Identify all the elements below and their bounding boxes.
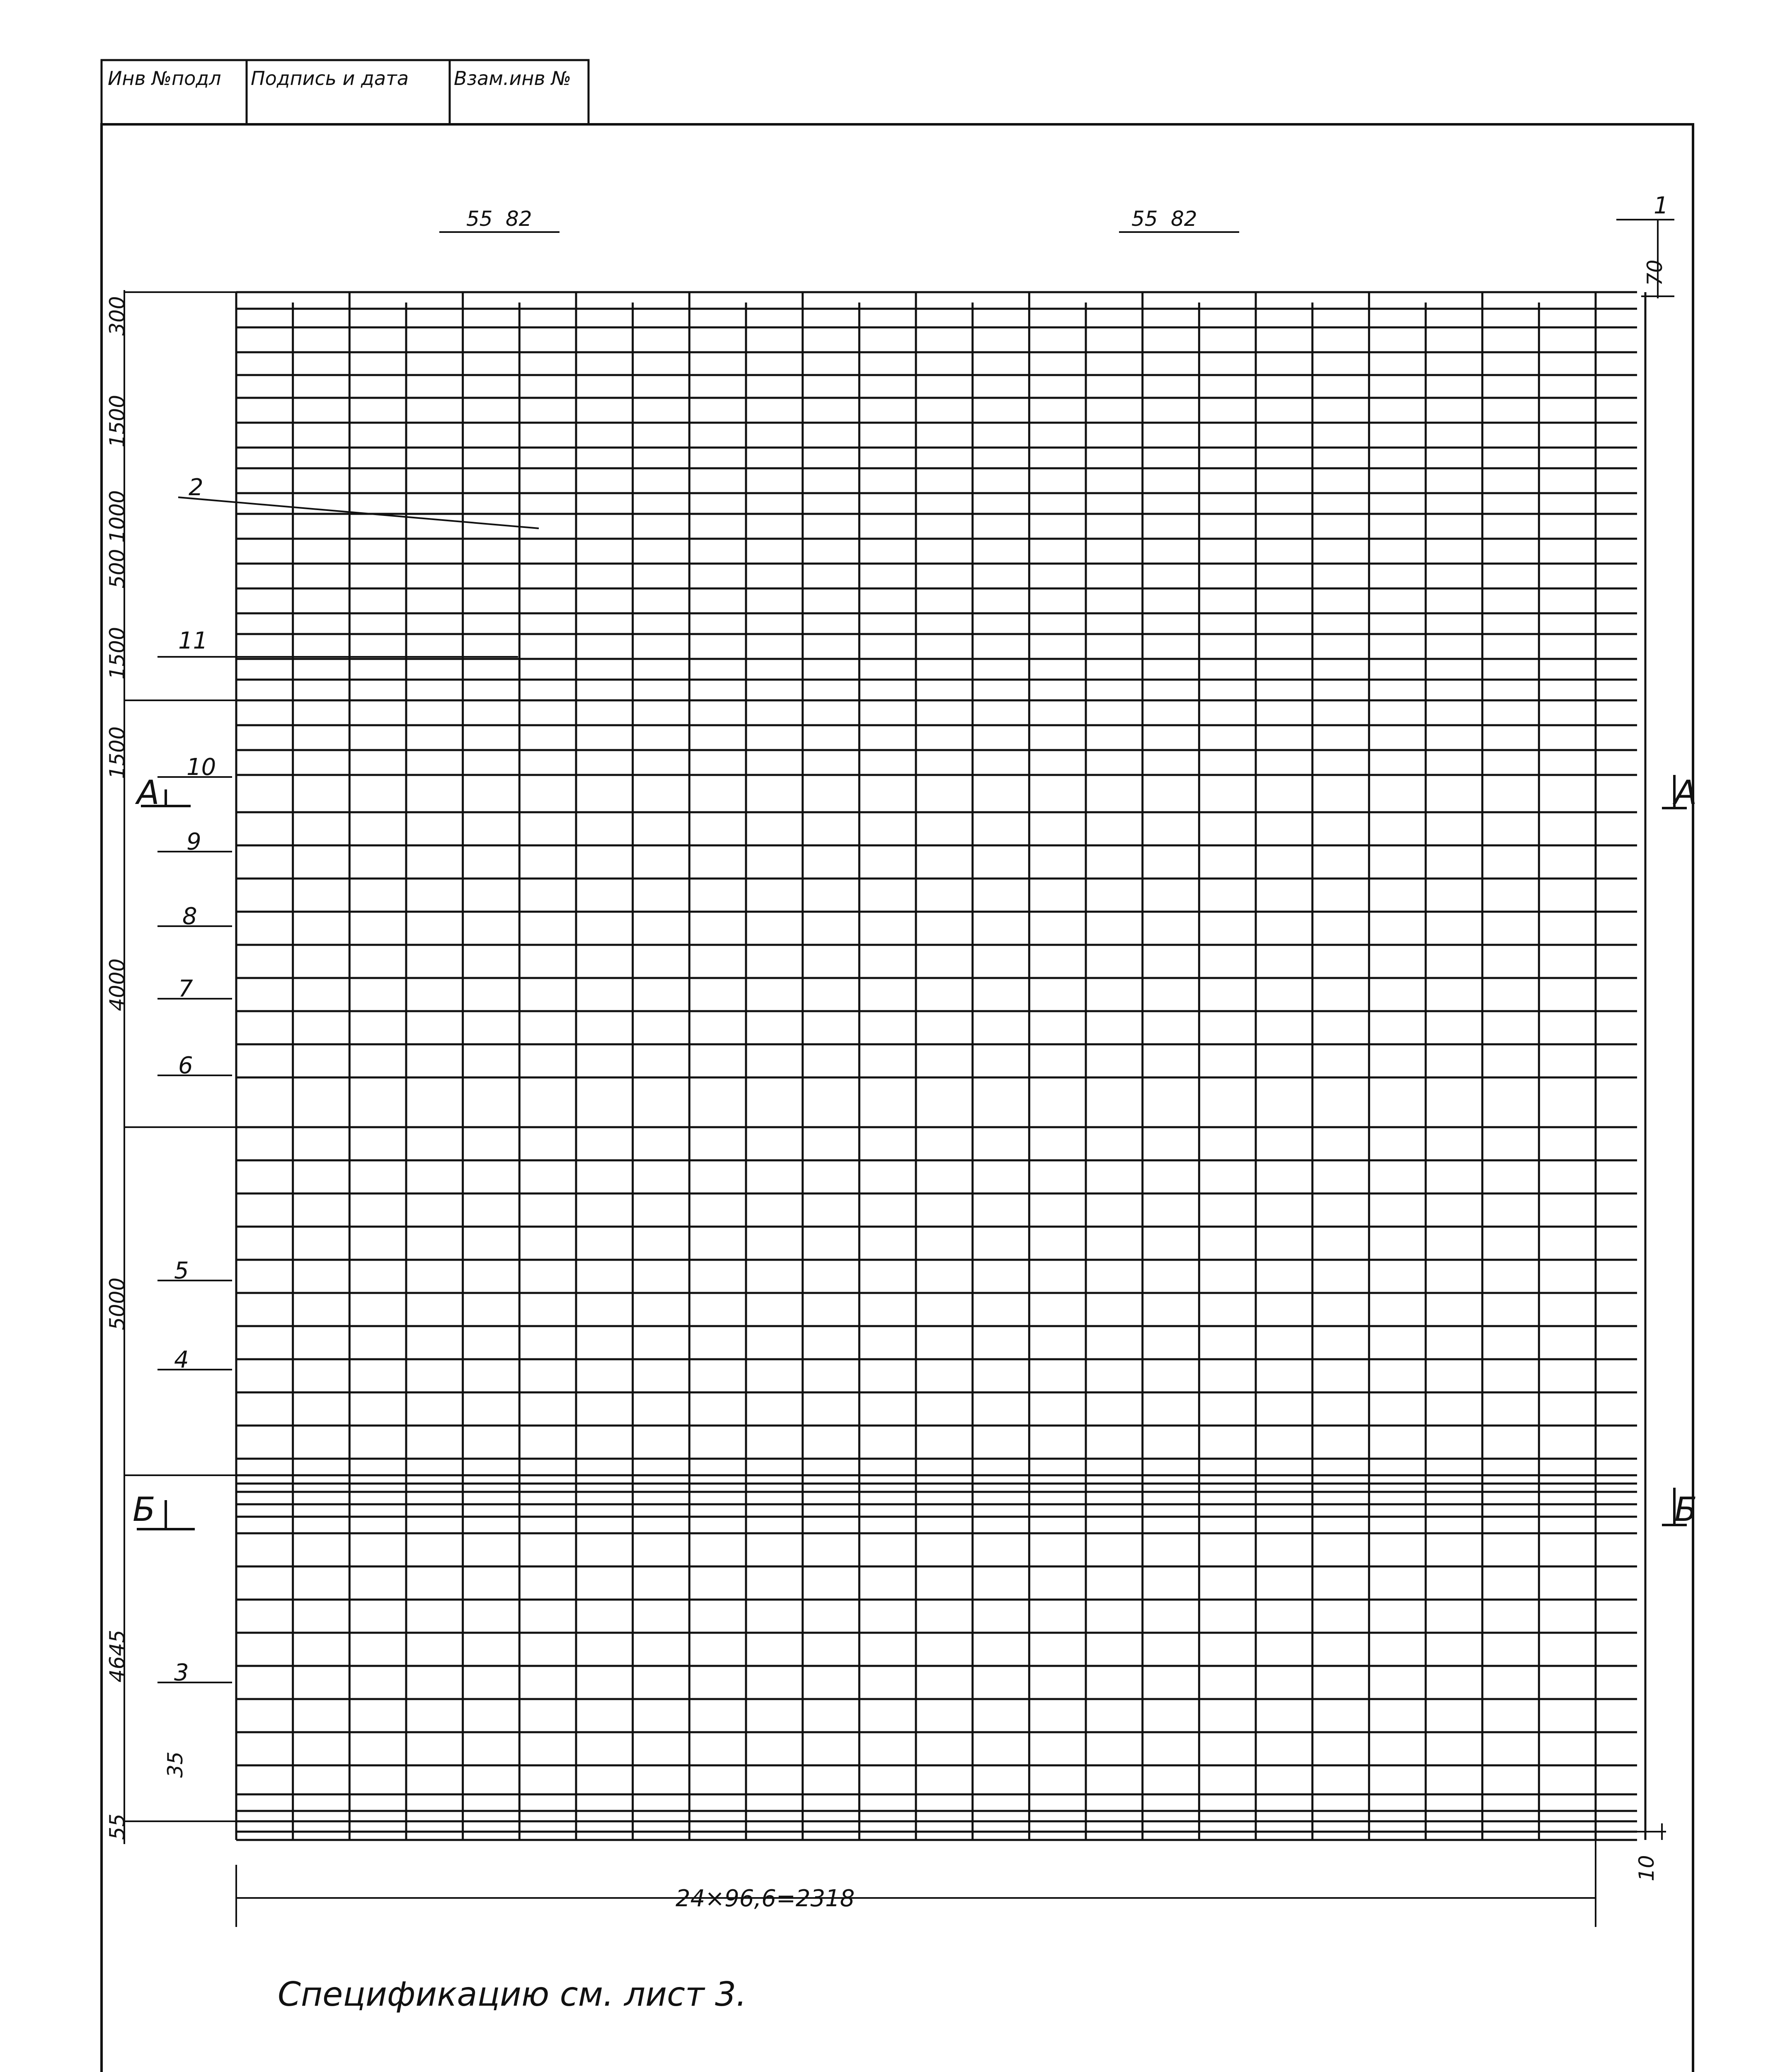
pos-1: 1 [1654, 192, 1669, 219]
dim-left-1500c: 1500 [105, 726, 129, 779]
pos-6: 6 [178, 1052, 193, 1079]
dim-bottom-width: 24×96,6=2318 [676, 1885, 855, 1912]
pos-11: 11 [178, 627, 208, 654]
dim-top-right-82: 82 [1171, 207, 1197, 231]
stamp-signature-date: Подпись и дата [251, 67, 409, 90]
dim-left-4000: 4000 [105, 958, 129, 1011]
stamp-replacing-inv: Взам.инв № [454, 67, 572, 90]
section-a-left: А [137, 773, 160, 812]
dim-left-300: 300 [105, 296, 129, 336]
pos-4: 4 [174, 1346, 189, 1373]
specification-note: Спецификацию см. лист 3. [278, 1975, 747, 2014]
dim-left-1500b: 1500 [105, 627, 129, 680]
section-markers [137, 775, 1687, 1529]
reinforcement-mesh [236, 292, 1645, 1840]
dim-left-500: 500 [105, 549, 129, 588]
dim-top-right-55: 55 [1131, 207, 1158, 231]
dim-left-55: 55 [105, 1813, 129, 1840]
drawing-frame [102, 124, 1693, 2072]
dim-top-left-82: 82 [506, 207, 532, 231]
pos-10: 10 [187, 754, 216, 781]
dim-left-1000: 1000 [105, 490, 129, 543]
dim-left-35: 35 [163, 1751, 187, 1778]
dim-bottom-right: 10 [1635, 1855, 1659, 1881]
pos-8: 8 [182, 903, 197, 930]
section-b-right: Б [1674, 1490, 1697, 1529]
dim-left-5000: 5000 [105, 1277, 129, 1330]
pos-3: 3 [174, 1659, 189, 1686]
stamp-inv-no: Инв №подл [108, 67, 221, 90]
section-a-right: А [1674, 773, 1697, 812]
pos-7: 7 [178, 975, 193, 1002]
pos-5: 5 [174, 1257, 189, 1284]
pos-9: 9 [187, 828, 201, 855]
dim-left-1500a: 1500 [105, 395, 129, 448]
dim-top-right-offset: 70 [1643, 259, 1667, 286]
dim-left-4645: 4645 [105, 1629, 129, 1682]
dim-top-left-55: 55 [466, 207, 493, 231]
section-b-left: Б [133, 1490, 155, 1529]
pos-2: 2 [189, 474, 203, 501]
dimension-lines [124, 220, 1674, 1927]
